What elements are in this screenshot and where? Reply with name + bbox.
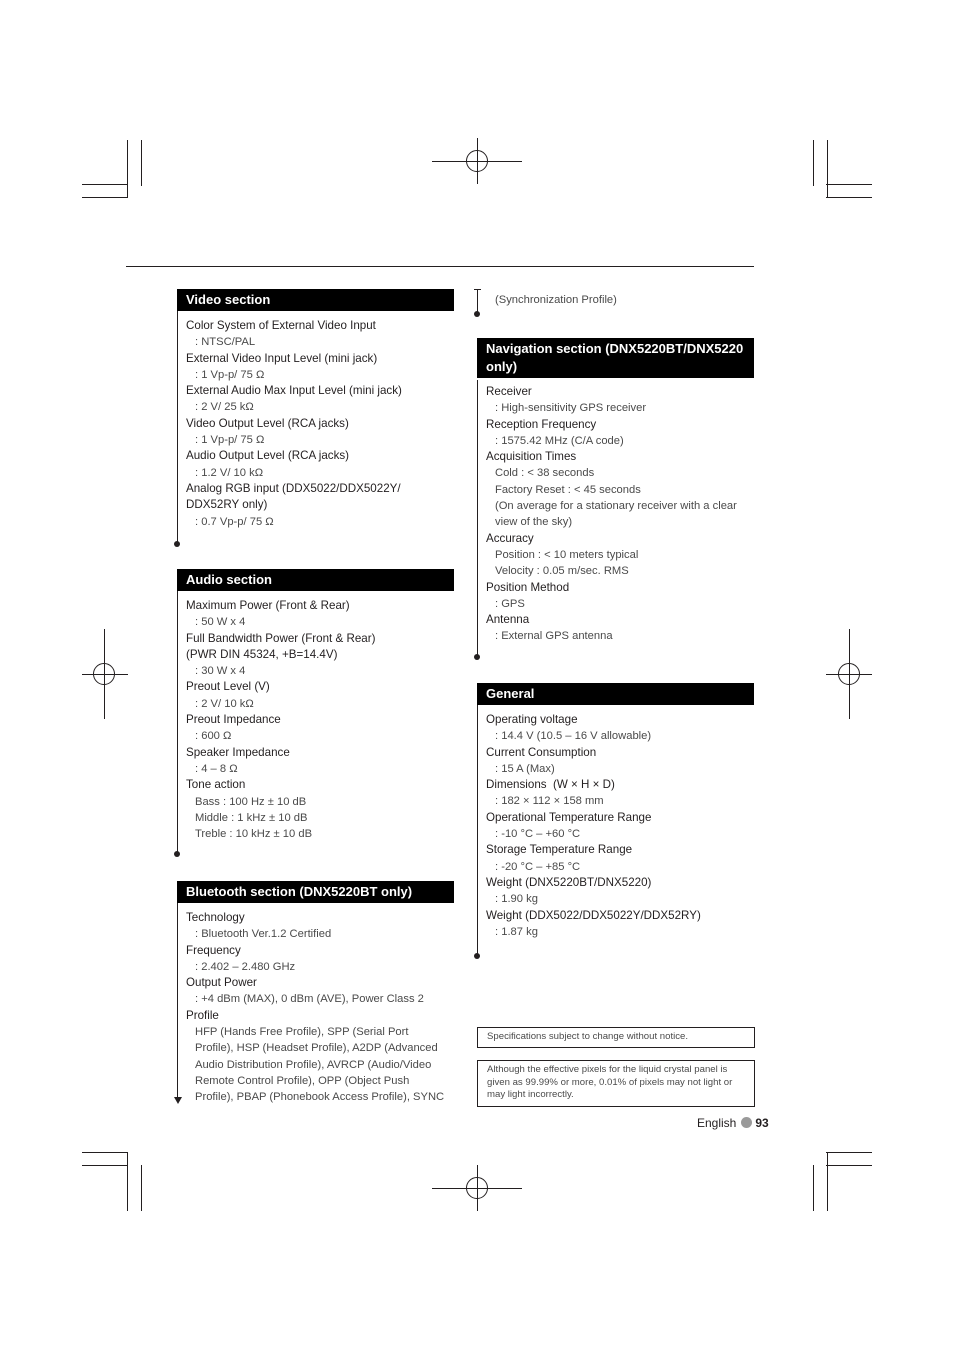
spec-label: External Audio Max Input Level (mini jack)	[186, 384, 402, 398]
spec-label: Color System of External Video Input	[186, 319, 376, 332]
spec-item	[486, 449, 754, 530]
spec-value: (Synchronization Profile)	[495, 294, 617, 306]
spec-item	[486, 612, 754, 645]
spec-value: Position : < 10 meters typical	[495, 548, 639, 561]
spec-item	[186, 679, 454, 712]
spec-item	[186, 383, 454, 416]
spec-label: Antenna	[486, 613, 530, 627]
video-section-header: Video section	[177, 289, 454, 311]
spec-label: Output Power	[186, 976, 257, 990]
audio-spec-list	[186, 598, 454, 842]
spec-value: : 1575.42 MHz (C/A code)	[495, 434, 624, 447]
spec-value: : -20 °C – +85 °C	[495, 860, 581, 873]
spec-item	[186, 745, 454, 778]
spec-item	[186, 777, 454, 842]
spec-label: Accuracy	[486, 531, 534, 545]
general-section-header: General	[477, 683, 754, 705]
spec-label: Dimensions (W × H × D)	[486, 778, 615, 792]
spec-value: Bass : 100 Hz ± 10 dB	[195, 795, 307, 808]
spec-label: Frequency	[186, 943, 241, 957]
spec-item	[186, 943, 454, 976]
spec-value: Factory Reset : < 45 seconds	[495, 483, 641, 496]
spec-value: : 4 – 8 Ω	[195, 762, 238, 775]
spec-value: : +4 dBm (MAX), 0 dBm (AVE), Power Class 2	[195, 993, 424, 1006]
spec-label: Audio Output Level (RCA jacks)	[186, 449, 350, 463]
spec-value: : 1.87 kg	[495, 925, 538, 938]
spec-item	[186, 1008, 454, 1106]
top-rule	[126, 266, 754, 267]
bluetooth-continued	[486, 292, 617, 308]
continuation-rule	[477, 289, 478, 313]
spec-label: Operating voltage	[486, 713, 578, 726]
spec-value: : GPS	[495, 597, 525, 610]
spec-label: Speaker Impedance	[186, 745, 290, 759]
spec-label: Current Consumption	[486, 745, 597, 759]
spec-label: Preout Level (V)	[186, 680, 270, 694]
spec-item	[486, 417, 754, 450]
spec-item	[486, 712, 754, 745]
spec-value: : Bluetooth Ver.1.2 Certified	[195, 928, 332, 941]
general-section-rule	[477, 705, 478, 958]
spec-item	[186, 318, 454, 351]
spec-value: : 2 V/ 10 kΩ	[195, 697, 254, 710]
continuation-end-dot	[474, 311, 480, 317]
spec-value: : 30 W x 4	[195, 665, 246, 678]
spec-value: : 2.402 – 2.480 GHz	[195, 960, 296, 973]
spec-item	[486, 777, 754, 810]
continued-arrow-icon	[174, 1097, 182, 1104]
spec-item	[186, 448, 454, 481]
spec-label: Tone action	[186, 778, 246, 792]
audio-section-end-dot	[174, 851, 180, 857]
spec-label: Reception Frequency	[486, 417, 597, 431]
spec-value: : 1.90 kg	[495, 893, 538, 906]
spec-value: : 1.2 V/ 10 kΩ	[195, 466, 264, 479]
spec-value: : 15 A (Max)	[495, 762, 555, 775]
spec-value: : 14.4 V (10.5 – 16 V allowable)	[495, 730, 652, 743]
spec-value: : 600 Ω	[195, 730, 232, 743]
spec-value: : External GPS antenna	[495, 630, 613, 643]
spec-value: : 1 Vp-p/ 75 Ω	[195, 434, 265, 447]
spec-label: Receiver	[486, 385, 532, 398]
bluetooth-section-header: Bluetooth section (DNX5220BT only)	[177, 881, 454, 903]
spec-label: Acquisition Times	[486, 450, 577, 464]
spec-value: : NTSC/PAL	[195, 336, 256, 349]
spec-value: : 2 V/ 25 kΩ	[195, 401, 254, 414]
bluetooth-spec-list	[186, 910, 454, 1106]
spec-item	[186, 416, 454, 449]
spec-label: Storage Temperature Range	[486, 843, 633, 857]
general-spec-list	[486, 712, 754, 940]
spec-value: : 50 W x 4	[195, 616, 246, 629]
spec-label: Profile	[186, 1008, 219, 1022]
pixel-notice: Although the effective pixels for the liquid crystal panel is given as 99.99% or more, 0.01% of pixels may not light or may light incorrectly.	[477, 1060, 755, 1107]
spec-item	[486, 745, 754, 778]
spec-label: Technology	[186, 911, 245, 924]
spec-label: Operational Temperature Range	[486, 810, 652, 824]
spec-item	[186, 975, 454, 1008]
video-section-rule	[177, 311, 178, 543]
spec-label: Full Bandwidth Power (Front & Rear) (PWR DIN 45324, +B=14.4V)	[186, 631, 376, 661]
spec-label: Weight (DNX5220BT/DNX5220)	[486, 875, 652, 889]
spec-item	[486, 842, 754, 875]
audio-section-rule	[177, 591, 178, 855]
spec-value: HFP (Hands Free Profile), SPP (Serial Port Profile), HSP (Headset Profile), A2DP (Advanced Audio Distribution Profile), AVRCP (Audio/Video Remote Control Profile), OPP (Object Push Profile), PBAP (Phonebook Access Profile), SYNC	[195, 1026, 445, 1104]
spec-item	[186, 910, 454, 943]
navigation-section-rule	[477, 380, 478, 657]
video-section-end-dot	[174, 541, 180, 547]
spec-label: Weight (DDX5022/DDX5022Y/DDX52RY)	[486, 908, 701, 922]
spec-value: : -10 °C – +60 °C	[495, 828, 581, 841]
video-spec-list	[186, 318, 454, 530]
spec-item	[186, 481, 454, 530]
spec-value: : 0.7 Vp-p/ 75 Ω	[195, 515, 274, 528]
spec-label: External Video Input Level (mini jack)	[186, 351, 378, 365]
spec-item	[486, 531, 754, 580]
spec-item	[486, 580, 754, 613]
spec-label: Video Output Level (RCA jacks)	[186, 416, 349, 430]
spec-label: Analog RGB input (DDX5022/DDX5022Y/ DDX52RY only)	[186, 481, 401, 512]
audio-section-header: Audio section	[177, 569, 454, 591]
spec-change-notice: Specifications subject to change without notice.	[477, 1027, 755, 1048]
spec-value: (On average for a stationary receiver with a clear view of the sky)	[495, 500, 737, 529]
spec-value: Treble : 10 kHz ± 10 dB	[195, 828, 313, 841]
spec-item	[486, 810, 754, 843]
spec-value: : 182 × 112 × 158 mm	[495, 795, 604, 808]
spec-label: Maximum Power (Front & Rear)	[186, 599, 350, 612]
spec-item	[186, 598, 454, 631]
spec-label: Position Method	[486, 580, 570, 594]
spec-item	[486, 384, 754, 417]
general-section-end-dot	[474, 953, 480, 959]
spec-value: : High-sensitivity GPS receiver	[495, 402, 647, 415]
spec-label: Preout Impedance	[186, 713, 281, 727]
footer-language: English	[697, 1116, 737, 1130]
spec-value: Velocity : 0.05 m/sec. RMS	[495, 565, 629, 578]
navigation-section-header: Navigation section (DNX5220BT/DNX5220 only)	[477, 338, 754, 378]
spec-item	[486, 875, 754, 908]
page-number: 93	[755, 1116, 769, 1130]
page-footer	[697, 1115, 769, 1131]
spec-item	[186, 712, 454, 745]
spec-item	[186, 351, 454, 384]
bluetooth-section-rule	[177, 903, 178, 1098]
page-bullet-icon	[741, 1117, 752, 1128]
spec-item	[486, 908, 754, 941]
spec-value: Cold : < 38 seconds	[495, 467, 595, 480]
navigation-section-end-dot	[474, 654, 480, 660]
spec-value: Middle : 1 kHz ± 10 dB	[195, 811, 308, 824]
spec-value: : 1 Vp-p/ 75 Ω	[195, 368, 265, 381]
spec-item	[186, 631, 454, 680]
navigation-spec-list	[486, 384, 754, 645]
